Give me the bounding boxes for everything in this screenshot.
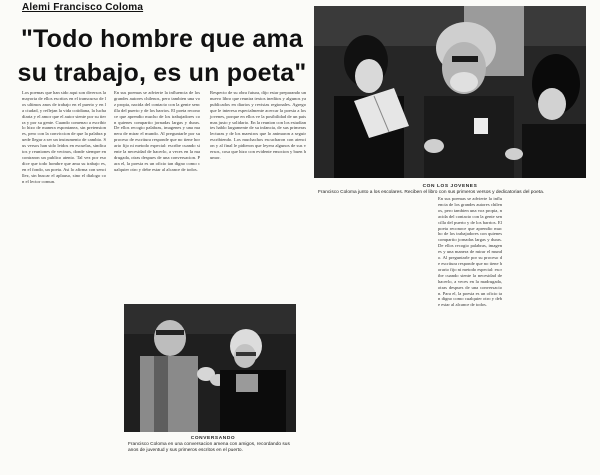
photo-students-image [314,6,586,178]
photo-conversation-image [124,304,296,432]
photo-students [314,6,586,178]
article-column-4: En sus poemas se advierte la influencia de los grandes autores chilenos, pero tambien una voz propia, nacida del contacto con la gente sencilla del puerto y de los barrios. El poeta reconoce que aprendio mucho de los trabajadores con quienes compartio jornadas largas y duras. De ellos recogio palabras, imagenes y una manera de mirar el mundo. Al preguntarle por su proceso de escritura responde que no tiene horario fijo ni metodo especial: escribe cuando siente la necesidad de hacerlo, a veces en la madrugada, otras despues de una conversacion. Para el, la poesia es un oficio tan digno como cualquier otro y debe estar al alcance de todos. [438,196,502,308]
byline: Alemi Francisco Coloma [22,2,144,13]
caption-text: Francisco Coloma en una conversacion amena con amigos, recordando sus anos de juventud y sus primeros escritos en el puerto. [128,442,290,453]
caption-kicker: CON LOS JOVENES [422,184,478,189]
headline: "Todo hombre que ama su trabajo, es un poeta" [17,25,307,87]
caption-text: Francisco Coloma junto a los escolares. Reciben el libro con sus primeros versos y dedicatorias del poeta. [318,190,545,195]
photo-conversation-caption [128,436,298,454]
photo-students-caption [318,184,582,196]
article-column-2: En sus poemas se advierte la influencia de los grandes autores chilenos, pero tambien una voz propia, nacida del contacto con la gente sencilla del puerto y de los barrios. El poeta reconoce que aprendio mucho de los trabajadores con quienes compartio jornadas largas y duras. De ellos recogio palabras, imagenes y una manera de mirar el mundo. Al preguntarle por su proceso de escritura responde que no tiene horario fijo ni metodo especial: escribe cuando siente la necesidad de hacerlo, a veces en la madrugada, otras despues de una conversacion. Para el, la poesia es un oficio tan digno como cualquier otro y debe estar al alcance de todos. [114,90,200,172]
article-column-1: Los poemas que han sido aqui son diversos la mayoria de ellos escritos en el transcurso de los ultimos anos de trabajo en el puerto y en la ciudad, y reflejan la vida cotidiana, la lucha diaria y el amor que el autor siente por su tierra y por su gente. Cuando comenzo a escribir lo hizo de manera espontanea, sin pretensiones, pero con la conviccion de que la palabra puede llegar a ser un instrumento de cambio. Sus versos han sido leidos en escuelas, sindicatos y reuniones de vecinos, donde siempre encontraron un publico atento. Tal vez por eso dice que todo hombre que ama su trabajo es, en el fondo, un poeta. Asi lo afirma con sencillez, sin buscar el aplauso, sino el dialogo con el lector comun. [22,90,106,184]
caption-kicker: CONVERSANDO [190,436,236,441]
photo-conversation [124,304,296,432]
article-column-3: Respecto de su obra futura, dijo estar preparando un nuevo libro que reunira textos ineditos y algunos ya publicados en diarios y revistas regionales. Agrego que le interesa especialmente acercar la poesia a los jovenes, porque en ellos ve la posibilidad de un pais mas justo y solidario. En la reunion con los estudiantes hablo largamente de su infancia, de sus primeras lecturas y de los maestros que lo animaron a seguir escribiendo. Los muchachos escucharon con atencion y al final le pidieron que leyera algunos de sus versos, cosa que hizo con evidente emocion y buen humor. [210,90,306,160]
